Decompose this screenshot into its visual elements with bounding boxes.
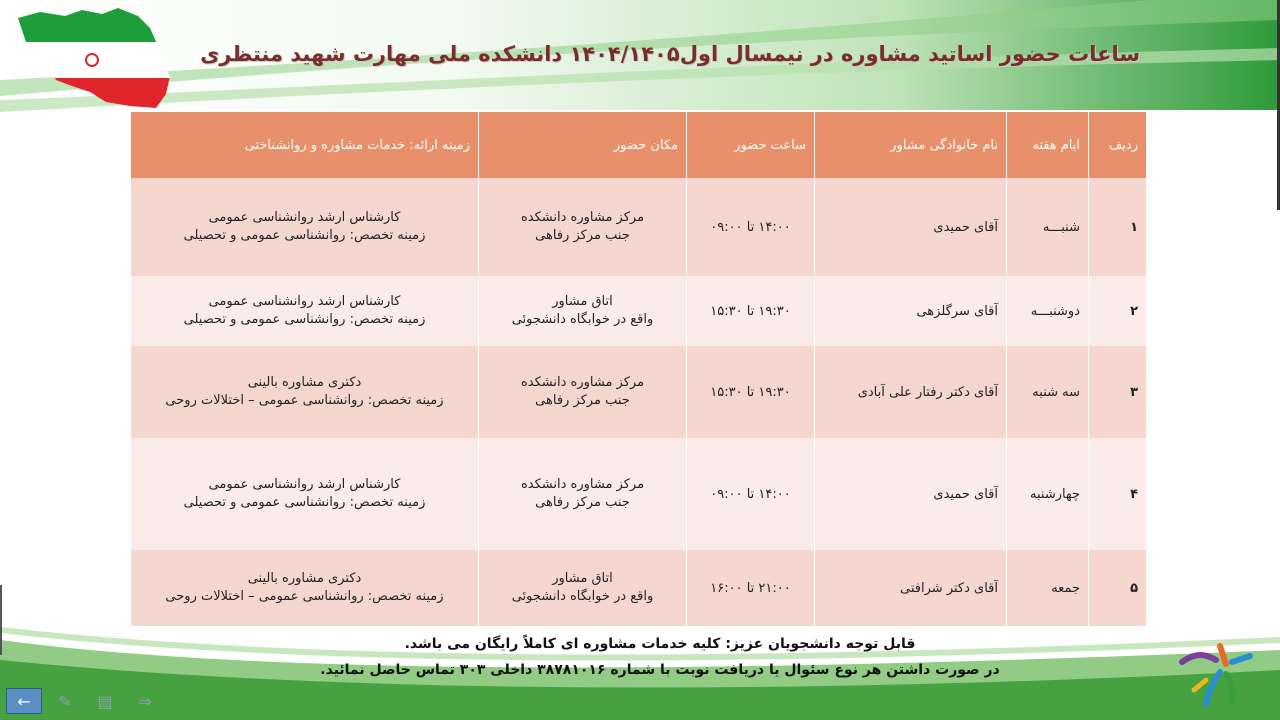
place-line-1: مرکز مشاوره دانشکده — [520, 477, 645, 492]
arrow-left-icon[interactable]: ← — [6, 688, 42, 714]
row-day: چهارشنبه — [1007, 438, 1089, 550]
place-line-1: اتاق مشاور — [552, 571, 613, 586]
row-hours: ۱۴:۰۰ تا ۰۹:۰۰ — [687, 178, 815, 276]
row-number: ۴ — [1089, 438, 1147, 550]
university-logo-icon — [1176, 640, 1262, 708]
field-line-1: دکتری مشاوره بالینی — [247, 375, 362, 390]
field-line-2: زمینه تخصص: روانشناسی عمومی و تحصیلی — [183, 495, 426, 510]
header-row-no: ردیف — [1089, 112, 1147, 178]
row-number: ۱ — [1089, 178, 1147, 276]
row-day: جمعه — [1007, 550, 1089, 626]
table-row — [131, 438, 1147, 550]
pen-icon[interactable]: ✎ — [58, 691, 72, 711]
row-hours: ۲۱:۰۰ تا ۱۶:۰۰ — [687, 550, 815, 626]
row-place — [479, 276, 687, 346]
row-counselor: آقای حمیدی — [815, 178, 1007, 276]
slide-edge-marker-left — [0, 585, 2, 655]
field-line-2: زمینه تخصص: روانشناسی عمومی – اختلالات روحی — [165, 589, 444, 604]
row-number: ۲ — [1089, 276, 1147, 346]
page-title: ساعات حضور اساتید مشاوره در نیمسال اول۱۴۰۴/۱۴۰۵ دانشکده ملی مهارت شهید منتظری — [200, 42, 1140, 66]
row-field — [131, 346, 479, 438]
row-number: ۵ — [1089, 550, 1147, 626]
field-line-1: کارشناس ارشد روانشناسی عمومی — [208, 210, 401, 225]
field-line-2: زمینه تخصص: روانشناسی عمومی و تحصیلی — [183, 312, 426, 327]
arrow-right-icon[interactable]: ⇒ — [138, 691, 152, 711]
header-day: ایام هفته — [1007, 112, 1089, 178]
place-line-2: واقع در خوابگاه دانشجوئی — [511, 312, 654, 327]
row-counselor: آقای دکتر رفتار علی آبادی — [815, 346, 1007, 438]
row-place — [479, 346, 687, 438]
field-line-1: دکتری مشاوره بالینی — [247, 571, 362, 586]
row-place — [479, 438, 687, 550]
table-row — [131, 178, 1147, 276]
row-number: ۳ — [1089, 346, 1147, 438]
header-counselor: نام خانوادگی مشاور — [815, 112, 1007, 178]
row-day: دوشنبـــه — [1007, 276, 1089, 346]
menu-icon[interactable]: ▤ — [97, 691, 113, 711]
row-hours: ۱۹:۳۰ تا ۱۵:۳۰ — [687, 346, 815, 438]
row-counselor: آقای حمیدی — [815, 438, 1007, 550]
field-line-2: زمینه تخصص: روانشناسی عمومی – اختلالات روحی — [165, 393, 444, 408]
row-field — [131, 276, 479, 346]
row-counselor: آقای سرگلزهی — [815, 276, 1007, 346]
row-hours: ۱۹:۳۰ تا ۱۵:۳۰ — [687, 276, 815, 346]
note-free-services: قابل توجه دانشجویان عزیز: کلیه خدمات مشاوره ای کاملاً رایگان می باشد. — [404, 636, 916, 652]
row-day: سه شنبه — [1007, 346, 1089, 438]
row-day: شنبـــه — [1007, 178, 1089, 276]
schedule-table — [130, 112, 1147, 626]
row-field — [131, 438, 479, 550]
row-field — [131, 178, 479, 276]
header-hours: ساعت حضور — [687, 112, 815, 178]
place-line-2: جنب مرکز رفاهی — [535, 228, 630, 243]
row-place — [479, 178, 687, 276]
footer-swoosh — [0, 600, 1280, 720]
place-line-2: جنب مرکز رفاهی — [535, 495, 630, 510]
table-header-row — [131, 112, 1147, 178]
note-contact-number: در صورت داشتن هر نوع سئوال یا دریافت نوبت با شماره ۳۸۷۸۱۰۱۶ داخلی ۳۰۳ تماس حاصل نمائید. — [320, 662, 1000, 678]
place-line-2: جنب مرکز رفاهی — [535, 393, 630, 408]
place-line-2: واقع در خوابگاه دانشجوئی — [511, 589, 654, 604]
header-place: مکان حضور — [479, 112, 687, 178]
place-line-1: مرکز مشاوره دانشکده — [520, 210, 645, 225]
place-line-1: مرکز مشاوره دانشکده — [520, 375, 645, 390]
table-row — [131, 276, 1147, 346]
place-line-1: اتاق مشاور — [552, 294, 613, 309]
row-counselor: آقای دکتر شرافتی — [815, 550, 1007, 626]
field-line-1: کارشناس ارشد روانشناسی عمومی — [208, 477, 401, 492]
slideshow-nav — [6, 688, 162, 714]
row-hours: ۱۴:۰۰ تا ۰۹:۰۰ — [687, 438, 815, 550]
field-line-1: کارشناس ارشد روانشناسی عمومی — [208, 294, 401, 309]
header-field: زمینه ارائه: خدمات مشاوره و روانشناختی — [131, 112, 479, 178]
field-line-2: زمینه تخصص: روانشناسی عمومی و تحصیلی — [183, 228, 426, 243]
table-row — [131, 346, 1147, 438]
